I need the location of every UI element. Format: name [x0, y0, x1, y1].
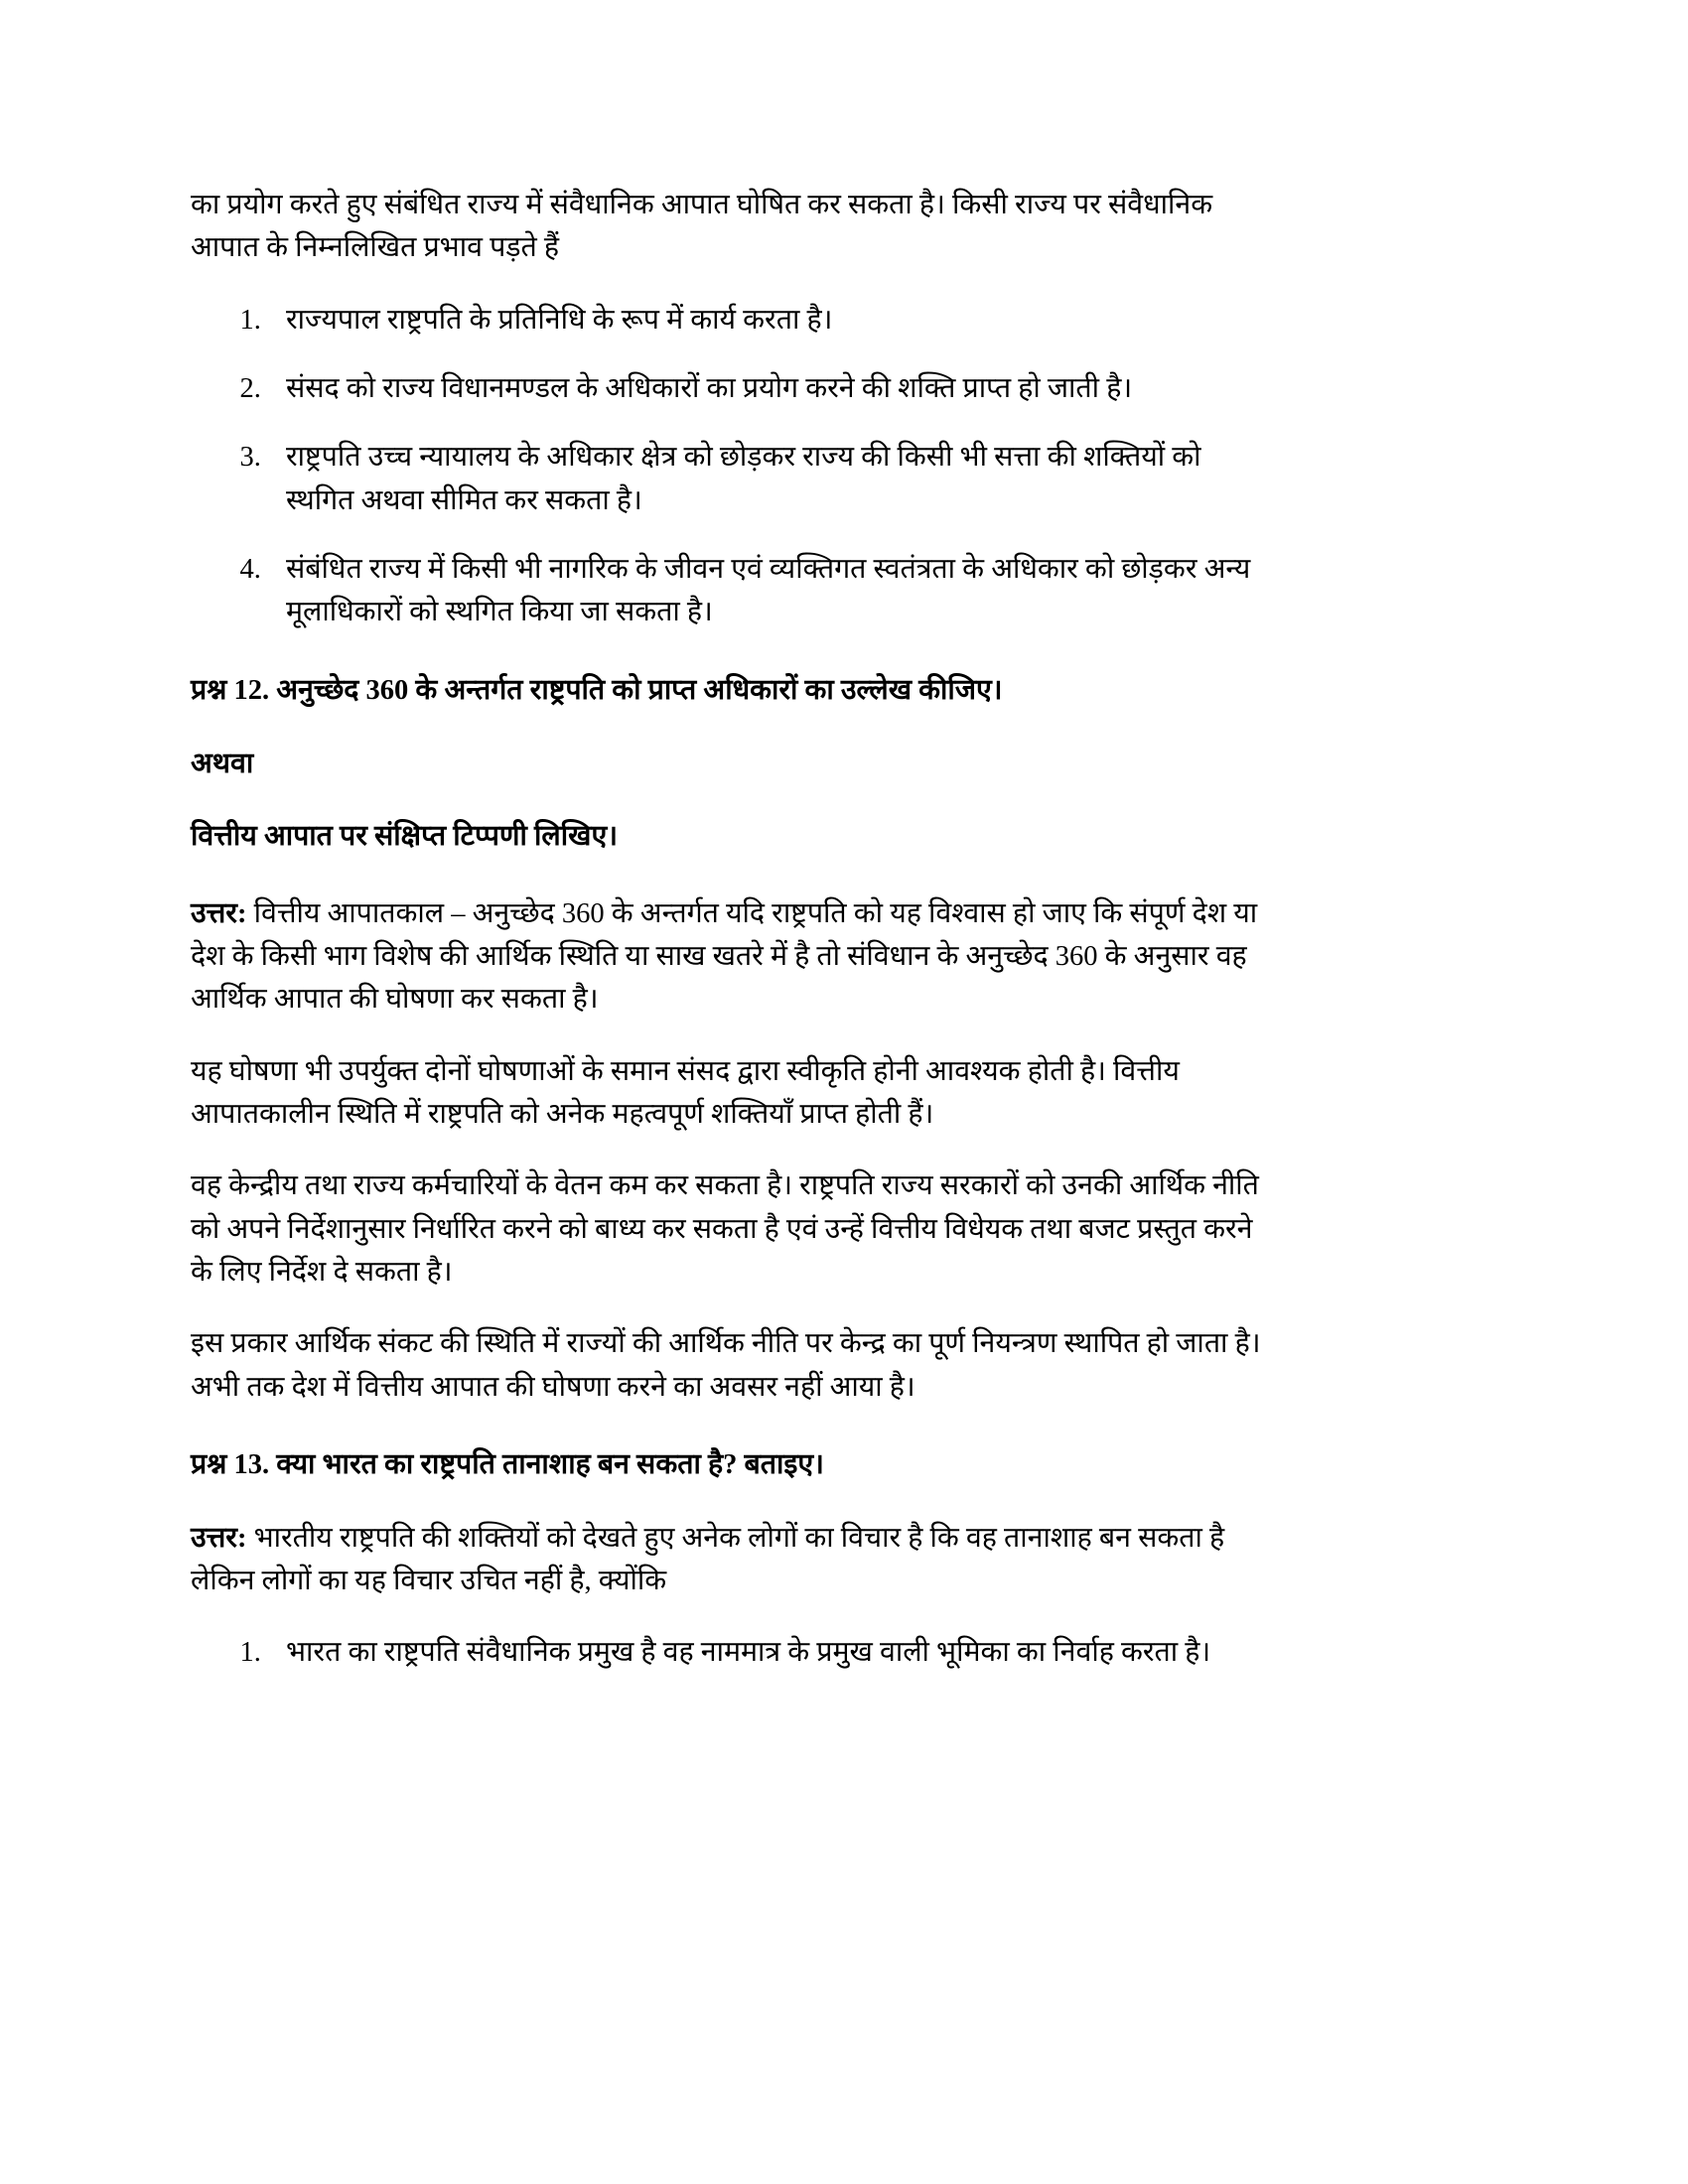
document-body [191, 184, 1276, 1675]
list-item: 1. राज्यपाल राष्ट्रपति के प्रतिनिधि के रूप में कार्य करता है। [268, 299, 1276, 341]
question-12-answer-paragraph-1 [191, 892, 1276, 1022]
question-13-answer-paragraph-1 [191, 1517, 1276, 1603]
answer-text: वित्तीय आपातकाल – अनुच्छेद 360 के अन्तर्गत यदि राष्ट्रपति को यह विश्वास हो जाए कि संपूर्ण देश या देश के किसी भाग विशेष की आर्थिक स्थिति या साख खतरे में है तो संविधान के अनुच्छेद 360 के अनुसार वह आर्थिक आपात की घोषणा कर सकता है। [191, 897, 1258, 1016]
question-13-heading: प्रश्न 13. क्या भारत का राष्ट्रपति तानाशाह बन सकता है? बताइए। [191, 1448, 824, 1480]
list-item: 1. भारत का राष्ट्रपति संवैधानिक प्रमुख है वह नाममात्र के प्रमुख वाली भूमिका का निर्वाह करता है। [268, 1631, 1276, 1674]
question-12-heading: प्रश्न 12. अनुच्छेद 360 के अन्तर्गत राष्ट्रपति को प्राप्त अधिकारों का उल्लेख कीजिए। [191, 674, 1003, 706]
question-12-alternative-label: अथवा [191, 749, 254, 780]
question-12-answer-paragraph-4: इस प्रकार आर्थिक संकट की स्थिति में राज्यों की आर्थिक नीति पर केन्द्र का पूर्ण नियन्त्रण स्थापित हो जाता है। अभी तक देश में वित्तीय आपात की घोषणा करने का अवसर नहीं आया है। [191, 1328, 1261, 1403]
list-item: 3. राष्ट्रपति उच्च न्यायालय के अधिकार क्षेत्र को छोड़कर राज्य की किसी भी सत्ता की शक्तियों को स्थगित अथवा सीमित कर सकता है। [268, 436, 1276, 522]
question-12-alternative-heading: वित्तीय आपात पर संक्षिप्त टिप्पणी लिखिए। [191, 821, 619, 852]
question-12-answer-paragraph-3: वह केन्द्रीय तथा राज्य कर्मचारियों के वेतन कम कर सकता है। राष्ट्रपति राज्य सरकारों को उनकी आर्थिक नीति को अपने निर्देशानुसार निर्धारित करने को बाध्य कर सकता है एवं उन्हें वित्तीय विधेयक तथा बजट प्रस्तुत करने के लिए निर्देश दे सकता है। [191, 1170, 1259, 1288]
list-item: 2. संसद को राज्य विधानमण्डल के अधिकारों का प्रयोग करने की शक्ति प्राप्त हो जाती है। [268, 367, 1276, 410]
question-13-reasons-list [191, 1631, 1276, 1674]
intro-paragraph: का प्रयोग करते हुए संबंधित राज्य में संवैधानिक आपात घोषित कर सकता है। किसी राज्य पर संवैधानिक आपात के निम्नलिखित प्रभाव पड़ते हैं [191, 190, 1213, 264]
constitutional-emergency-effects-list [191, 299, 1276, 634]
answer-label: उत्तर: [191, 897, 247, 929]
answer-text: भारतीय राष्ट्रपति की शक्तियों को देखते हुए अनेक लोगों का विचार है कि वह तानाशाह बन सकता है लेकिन लोगों का यह विचार उचित नहीं है, क्योंकि [191, 1522, 1225, 1596]
answer-label: उत्तर: [191, 1522, 247, 1554]
question-12-answer-paragraph-2: यह घोषणा भी उपर्युक्त दोनों घोषणाओं के समान संसद द्वारा स्वीकृति होनी आवश्यक होती है। वित्तीय आपातकालीन स्थिति में राष्ट्रपति को अनेक महत्वपूर्ण शक्तियाँ प्राप्त होती हैं। [191, 1055, 1180, 1130]
list-item: 4. संबंधित राज्य में किसी भी नागरिक के जीवन एवं व्यक्तिगत स्वतंत्रता के अधिकार को छोड़कर अन्य मूलाधिकारों को स्थगित किया जा सकता है। [268, 548, 1276, 634]
